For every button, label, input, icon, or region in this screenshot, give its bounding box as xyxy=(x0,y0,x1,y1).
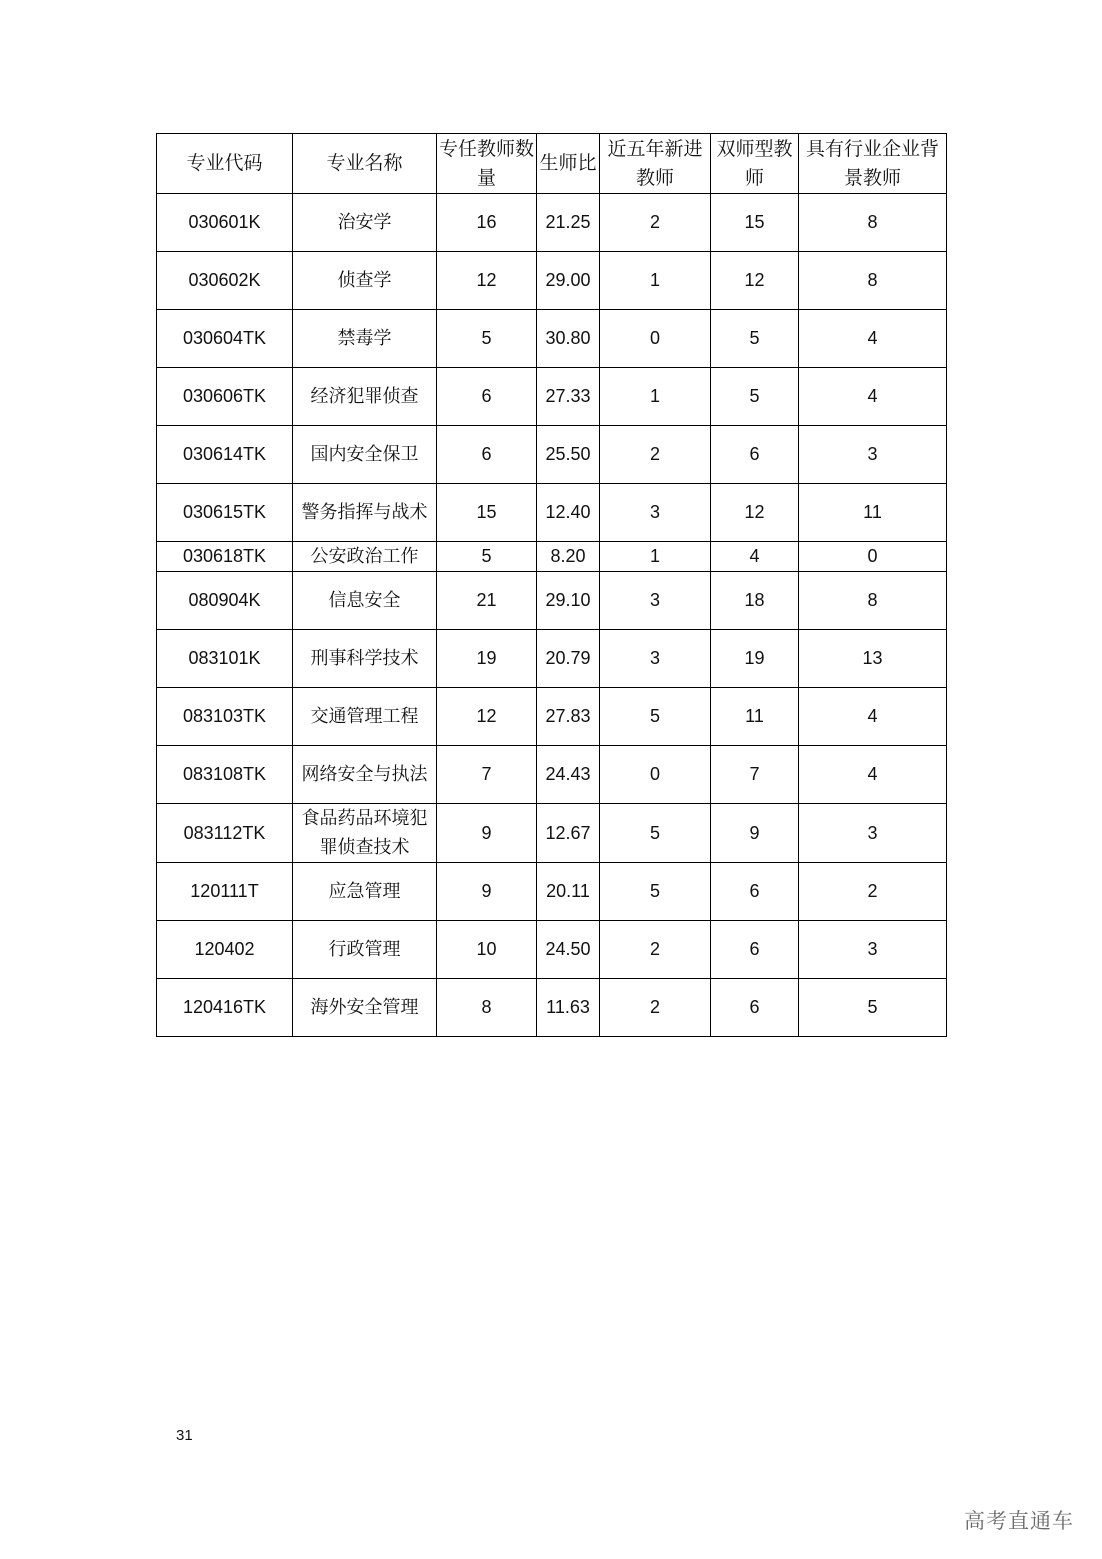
cell-student-teacher-ratio: 20.79 xyxy=(537,630,600,688)
cell-teacher-count: 6 xyxy=(437,426,537,484)
table-row xyxy=(157,252,947,310)
cell-student-teacher-ratio: 29.10 xyxy=(537,572,600,630)
cell-major-code: 030602K xyxy=(157,252,293,310)
cell-teacher-count: 16 xyxy=(437,194,537,252)
table-row xyxy=(157,979,947,1037)
cell-new-teachers: 2 xyxy=(600,921,711,979)
cell-industry-background: 4 xyxy=(799,688,947,746)
cell-industry-background: 8 xyxy=(799,572,947,630)
table-row xyxy=(157,921,947,979)
cell-new-teachers: 1 xyxy=(600,252,711,310)
cell-teacher-count: 5 xyxy=(437,542,537,572)
cell-industry-background: 13 xyxy=(799,630,947,688)
cell-dual-qualified: 12 xyxy=(711,484,799,542)
page-number: 31 xyxy=(176,1427,193,1444)
cell-student-teacher-ratio: 25.50 xyxy=(537,426,600,484)
cell-industry-background: 3 xyxy=(799,804,947,863)
cell-major-name: 行政管理 xyxy=(293,921,437,979)
table-row xyxy=(157,688,947,746)
cell-major-name: 警务指挥与战术 xyxy=(293,484,437,542)
cell-dual-qualified: 18 xyxy=(711,572,799,630)
cell-major-name: 交通管理工程 xyxy=(293,688,437,746)
cell-teacher-count: 12 xyxy=(437,252,537,310)
cell-major-name: 国内安全保卫 xyxy=(293,426,437,484)
cell-dual-qualified: 5 xyxy=(711,310,799,368)
cell-major-code: 120111T xyxy=(157,863,293,921)
cell-major-code: 120402 xyxy=(157,921,293,979)
cell-teacher-count: 5 xyxy=(437,310,537,368)
cell-student-teacher-ratio: 24.50 xyxy=(537,921,600,979)
cell-dual-qualified: 11 xyxy=(711,688,799,746)
cell-teacher-count: 9 xyxy=(437,863,537,921)
cell-major-code: 120416TK xyxy=(157,979,293,1037)
cell-new-teachers: 2 xyxy=(600,979,711,1037)
cell-industry-background: 4 xyxy=(799,368,947,426)
cell-student-teacher-ratio: 21.25 xyxy=(537,194,600,252)
table-row xyxy=(157,368,947,426)
cell-student-teacher-ratio: 27.83 xyxy=(537,688,600,746)
cell-major-name: 公安政治工作 xyxy=(293,542,437,572)
cell-dual-qualified: 19 xyxy=(711,630,799,688)
cell-industry-background: 4 xyxy=(799,746,947,804)
cell-major-code: 030601K xyxy=(157,194,293,252)
cell-major-name: 食品药品环境犯罪侦查技术 xyxy=(293,804,437,863)
cell-teacher-count: 10 xyxy=(437,921,537,979)
cell-student-teacher-ratio: 12.40 xyxy=(537,484,600,542)
table-row xyxy=(157,426,947,484)
cell-dual-qualified: 12 xyxy=(711,252,799,310)
cell-major-name: 信息安全 xyxy=(293,572,437,630)
cell-industry-background: 8 xyxy=(799,194,947,252)
cell-new-teachers: 0 xyxy=(600,746,711,804)
teacher-statistics-table xyxy=(156,133,947,1037)
cell-major-code: 030615TK xyxy=(157,484,293,542)
table-row xyxy=(157,746,947,804)
header-major-name: 专业名称 xyxy=(293,134,437,194)
cell-major-name: 经济犯罪侦查 xyxy=(293,368,437,426)
cell-new-teachers: 5 xyxy=(600,688,711,746)
cell-new-teachers: 3 xyxy=(600,572,711,630)
cell-teacher-count: 15 xyxy=(437,484,537,542)
cell-student-teacher-ratio: 27.33 xyxy=(537,368,600,426)
cell-industry-background: 4 xyxy=(799,310,947,368)
cell-dual-qualified: 6 xyxy=(711,921,799,979)
cell-new-teachers: 2 xyxy=(600,194,711,252)
cell-new-teachers: 1 xyxy=(600,368,711,426)
cell-teacher-count: 7 xyxy=(437,746,537,804)
table-row xyxy=(157,542,947,572)
cell-new-teachers: 1 xyxy=(600,542,711,572)
cell-student-teacher-ratio: 11.63 xyxy=(537,979,600,1037)
cell-dual-qualified: 5 xyxy=(711,368,799,426)
cell-student-teacher-ratio: 20.11 xyxy=(537,863,600,921)
cell-major-code: 080904K xyxy=(157,572,293,630)
cell-industry-background: 11 xyxy=(799,484,947,542)
table-row xyxy=(157,484,947,542)
header-new-teachers: 近五年新进教师 xyxy=(600,134,711,194)
cell-major-code: 030618TK xyxy=(157,542,293,572)
cell-new-teachers: 3 xyxy=(600,630,711,688)
table-body xyxy=(157,194,947,1037)
cell-teacher-count: 19 xyxy=(437,630,537,688)
cell-student-teacher-ratio: 12.67 xyxy=(537,804,600,863)
cell-dual-qualified: 15 xyxy=(711,194,799,252)
cell-major-code: 083112TK xyxy=(157,804,293,863)
cell-major-name: 禁毒学 xyxy=(293,310,437,368)
cell-new-teachers: 5 xyxy=(600,804,711,863)
cell-major-name: 应急管理 xyxy=(293,863,437,921)
cell-major-code: 030606TK xyxy=(157,368,293,426)
cell-student-teacher-ratio: 8.20 xyxy=(537,542,600,572)
header-industry-background: 具有行业企业背景教师 xyxy=(799,134,947,194)
cell-teacher-count: 6 xyxy=(437,368,537,426)
cell-new-teachers: 3 xyxy=(600,484,711,542)
cell-major-name: 海外安全管理 xyxy=(293,979,437,1037)
cell-student-teacher-ratio: 24.43 xyxy=(537,746,600,804)
cell-industry-background: 2 xyxy=(799,863,947,921)
cell-dual-qualified: 9 xyxy=(711,804,799,863)
table-row xyxy=(157,310,947,368)
cell-new-teachers: 0 xyxy=(600,310,711,368)
cell-industry-background: 3 xyxy=(799,921,947,979)
cell-major-name: 刑事科学技术 xyxy=(293,630,437,688)
cell-teacher-count: 9 xyxy=(437,804,537,863)
cell-major-code: 030604TK xyxy=(157,310,293,368)
table-row xyxy=(157,804,947,863)
cell-teacher-count: 8 xyxy=(437,979,537,1037)
cell-major-name: 网络安全与执法 xyxy=(293,746,437,804)
cell-student-teacher-ratio: 29.00 xyxy=(537,252,600,310)
header-teacher-count: 专任教师数量 xyxy=(437,134,537,194)
table-row xyxy=(157,863,947,921)
table-header-row xyxy=(157,134,947,194)
cell-teacher-count: 12 xyxy=(437,688,537,746)
cell-dual-qualified: 7 xyxy=(711,746,799,804)
cell-student-teacher-ratio: 30.80 xyxy=(537,310,600,368)
cell-major-name: 侦查学 xyxy=(293,252,437,310)
cell-major-name: 治安学 xyxy=(293,194,437,252)
cell-dual-qualified: 4 xyxy=(711,542,799,572)
cell-major-code: 083108TK xyxy=(157,746,293,804)
cell-major-code: 083101K xyxy=(157,630,293,688)
cell-new-teachers: 2 xyxy=(600,426,711,484)
cell-teacher-count: 21 xyxy=(437,572,537,630)
cell-dual-qualified: 6 xyxy=(711,979,799,1037)
table-row xyxy=(157,630,947,688)
table-row xyxy=(157,194,947,252)
table-row xyxy=(157,572,947,630)
cell-industry-background: 5 xyxy=(799,979,947,1037)
watermark-text: 高考直通车 xyxy=(964,1509,1074,1533)
cell-industry-background: 0 xyxy=(799,542,947,572)
cell-dual-qualified: 6 xyxy=(711,863,799,921)
header-dual-qualified: 双师型教师 xyxy=(711,134,799,194)
cell-new-teachers: 5 xyxy=(600,863,711,921)
cell-major-code: 030614TK xyxy=(157,426,293,484)
header-student-teacher-ratio: 生师比 xyxy=(537,134,600,194)
cell-major-code: 083103TK xyxy=(157,688,293,746)
header-major-code: 专业代码 xyxy=(157,134,293,194)
cell-industry-background: 8 xyxy=(799,252,947,310)
cell-dual-qualified: 6 xyxy=(711,426,799,484)
cell-industry-background: 3 xyxy=(799,426,947,484)
